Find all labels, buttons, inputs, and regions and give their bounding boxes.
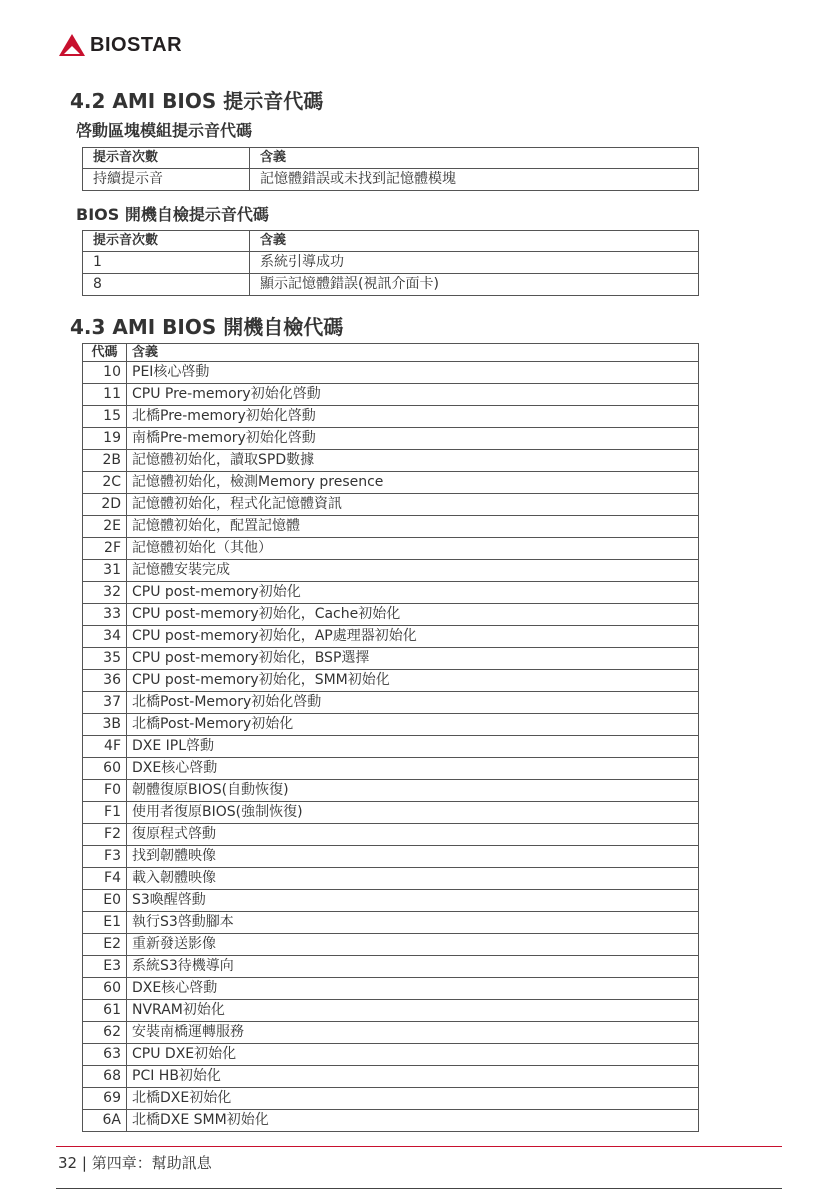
post-code-meaning: 記憶體初始化，讀取SPD數據 <box>127 450 699 472</box>
table-row <box>83 626 699 648</box>
table-row <box>83 912 699 934</box>
post-code: 62 <box>83 1022 127 1044</box>
footer-separator: | <box>81 1154 87 1172</box>
bottom-divider <box>56 1188 782 1189</box>
table-row <box>83 450 699 472</box>
table-row <box>83 560 699 582</box>
post-code-meaning: S3喚醒啓動 <box>127 890 699 912</box>
post-code-meaning: CPU post-memory初始化 <box>127 582 699 604</box>
post-code-meaning: 使用者復原BIOS(強制恢復) <box>127 802 699 824</box>
column-header: 提示音次數 <box>83 231 250 252</box>
post-code-meaning: 載入韌體映像 <box>127 868 699 890</box>
post-code: E3 <box>83 956 127 978</box>
post-code: 35 <box>83 648 127 670</box>
table-row <box>83 252 699 274</box>
table-row <box>83 274 699 296</box>
post-code-meaning: NVRAM初始化 <box>127 1000 699 1022</box>
table-row <box>83 384 699 406</box>
section-42-title: 4.2 AMI BIOS 提示音代碼 <box>70 89 324 113</box>
table-row <box>83 670 699 692</box>
post-code-meaning: 北橋DXE初始化 <box>127 1088 699 1110</box>
post-code: 2B <box>83 450 127 472</box>
table-row <box>83 406 699 428</box>
table-row <box>83 934 699 956</box>
table-row <box>83 846 699 868</box>
column-header: 含義 <box>250 148 699 169</box>
table-cell: 記憶體錯誤或未找到記憶體模塊 <box>250 169 699 191</box>
post-code: 2E <box>83 516 127 538</box>
post-code-meaning: 北橋Pre-memory初始化啓動 <box>127 406 699 428</box>
table-row <box>83 538 699 560</box>
post-code: 63 <box>83 1044 127 1066</box>
post-code: F2 <box>83 824 127 846</box>
table-row <box>83 1066 699 1088</box>
post-code-meaning: 重新發送影像 <box>127 934 699 956</box>
post-code: 36 <box>83 670 127 692</box>
table-row <box>83 582 699 604</box>
table-row <box>83 802 699 824</box>
table-row <box>83 604 699 626</box>
table-header-row <box>83 148 699 169</box>
table-header-row <box>83 231 699 252</box>
table-row <box>83 648 699 670</box>
post-code-meaning: 記憶體安裝完成 <box>127 560 699 582</box>
table-row <box>83 956 699 978</box>
post-beep-title: BIOS 開機自檢提示音代碼 <box>76 205 269 224</box>
post-code-meaning: DXE核心啓動 <box>127 758 699 780</box>
table-row <box>83 516 699 538</box>
post-code-meaning: 記憶體初始化，程式化記憶體資訊 <box>127 494 699 516</box>
post-code: 15 <box>83 406 127 428</box>
post-code-meaning: 復原程式啓動 <box>127 824 699 846</box>
post-code-meaning: 記憶體初始化（其他） <box>127 538 699 560</box>
post-code-meaning: 找到韌體映像 <box>127 846 699 868</box>
post-code-meaning: CPU post-memory初始化，Cache初始化 <box>127 604 699 626</box>
post-code-meaning: PCI HB初始化 <box>127 1066 699 1088</box>
post-code-meaning: 執行S3啓動腳本 <box>127 912 699 934</box>
column-header: 提示音次數 <box>83 148 250 169</box>
post-code-meaning: CPU post-memory初始化，BSP選擇 <box>127 648 699 670</box>
post-code: E2 <box>83 934 127 956</box>
table-header-row <box>83 344 699 362</box>
table-row <box>83 714 699 736</box>
post-code-meaning: CPU post-memory初始化，AP處理器初始化 <box>127 626 699 648</box>
biostar-logo <box>58 30 182 60</box>
table-row <box>83 868 699 890</box>
post-code: 34 <box>83 626 127 648</box>
table-row <box>83 494 699 516</box>
post-code-meaning: CPU DXE初始化 <box>127 1044 699 1066</box>
table-row <box>83 428 699 450</box>
footer-divider <box>56 1146 782 1147</box>
post-code: E1 <box>83 912 127 934</box>
post-code: 69 <box>83 1088 127 1110</box>
post-code: 60 <box>83 758 127 780</box>
post-code-meaning: CPU Pre-memory初始化啓動 <box>127 384 699 406</box>
table-row <box>83 1044 699 1066</box>
page-number: 32 <box>58 1154 78 1172</box>
table-cell: 顯示記憶體錯誤(視訊介面卡) <box>250 274 699 296</box>
post-code: 31 <box>83 560 127 582</box>
post-code: 2F <box>83 538 127 560</box>
post-code-meaning: DXE IPL啓動 <box>127 736 699 758</box>
post-code: 37 <box>83 692 127 714</box>
table-row <box>83 824 699 846</box>
boot-block-table <box>82 147 699 191</box>
table-cell: 持續提示音 <box>83 169 250 191</box>
post-code-table <box>82 343 699 1132</box>
post-code-meaning: 安裝南橋運轉服務 <box>127 1022 699 1044</box>
post-code-meaning: 系統S3待機導向 <box>127 956 699 978</box>
column-header: 含義 <box>127 344 699 362</box>
post-code: 6A <box>83 1110 127 1132</box>
post-code: 4F <box>83 736 127 758</box>
table-cell: 8 <box>83 274 250 296</box>
table-cell: 1 <box>83 252 250 274</box>
post-code: 2C <box>83 472 127 494</box>
table-row <box>83 169 699 191</box>
section-43-title: 4.3 AMI BIOS 開機自檢代碼 <box>70 315 344 339</box>
post-code: 60 <box>83 978 127 1000</box>
post-code-meaning: 北橋DXE SMM初始化 <box>127 1110 699 1132</box>
post-code: 19 <box>83 428 127 450</box>
post-code-meaning: 韌體復原BIOS(自動恢復) <box>127 780 699 802</box>
post-code: 33 <box>83 604 127 626</box>
post-code: 10 <box>83 362 127 384</box>
table-row <box>83 472 699 494</box>
post-code-meaning: PEI核心啓動 <box>127 362 699 384</box>
table-cell: 系統引導成功 <box>250 252 699 274</box>
boot-block-title: 啓動區塊模組提示音代碼 <box>76 121 253 140</box>
table-row <box>83 1000 699 1022</box>
post-code-meaning: 記憶體初始化，檢測Memory presence <box>127 472 699 494</box>
page-footer <box>58 1152 212 1173</box>
post-code-meaning: DXE核心啓動 <box>127 978 699 1000</box>
post-code: 61 <box>83 1000 127 1022</box>
post-code: E0 <box>83 890 127 912</box>
post-code: 32 <box>83 582 127 604</box>
post-beep-table <box>82 230 699 296</box>
post-code: 3B <box>83 714 127 736</box>
post-code-meaning: 北橋Post-Memory初始化 <box>127 714 699 736</box>
column-header: 代碼 <box>83 344 127 362</box>
post-code: F0 <box>83 780 127 802</box>
post-code: F1 <box>83 802 127 824</box>
table-row <box>83 1088 699 1110</box>
chapter-title: 第四章：幫助訊息 <box>91 1154 212 1172</box>
table-row <box>83 736 699 758</box>
table-row <box>83 890 699 912</box>
column-header: 含義 <box>250 231 699 252</box>
biostar-logo-icon <box>58 33 86 57</box>
post-code: 2D <box>83 494 127 516</box>
brand-name: BIOSTAR <box>90 33 183 56</box>
post-code: 11 <box>83 384 127 406</box>
table-row <box>83 978 699 1000</box>
table-row <box>83 692 699 714</box>
table-row <box>83 1022 699 1044</box>
post-code-meaning: CPU post-memory初始化，SMM初始化 <box>127 670 699 692</box>
table-row <box>83 1110 699 1132</box>
table-row <box>83 780 699 802</box>
post-code-meaning: 記憶體初始化，配置記憶體 <box>127 516 699 538</box>
post-code-meaning: 北橋Post-Memory初始化啓動 <box>127 692 699 714</box>
post-code: F3 <box>83 846 127 868</box>
table-row <box>83 758 699 780</box>
post-code: F4 <box>83 868 127 890</box>
table-row <box>83 362 699 384</box>
post-code-meaning: 南橋Pre-memory初始化啓動 <box>127 428 699 450</box>
post-code: 68 <box>83 1066 127 1088</box>
